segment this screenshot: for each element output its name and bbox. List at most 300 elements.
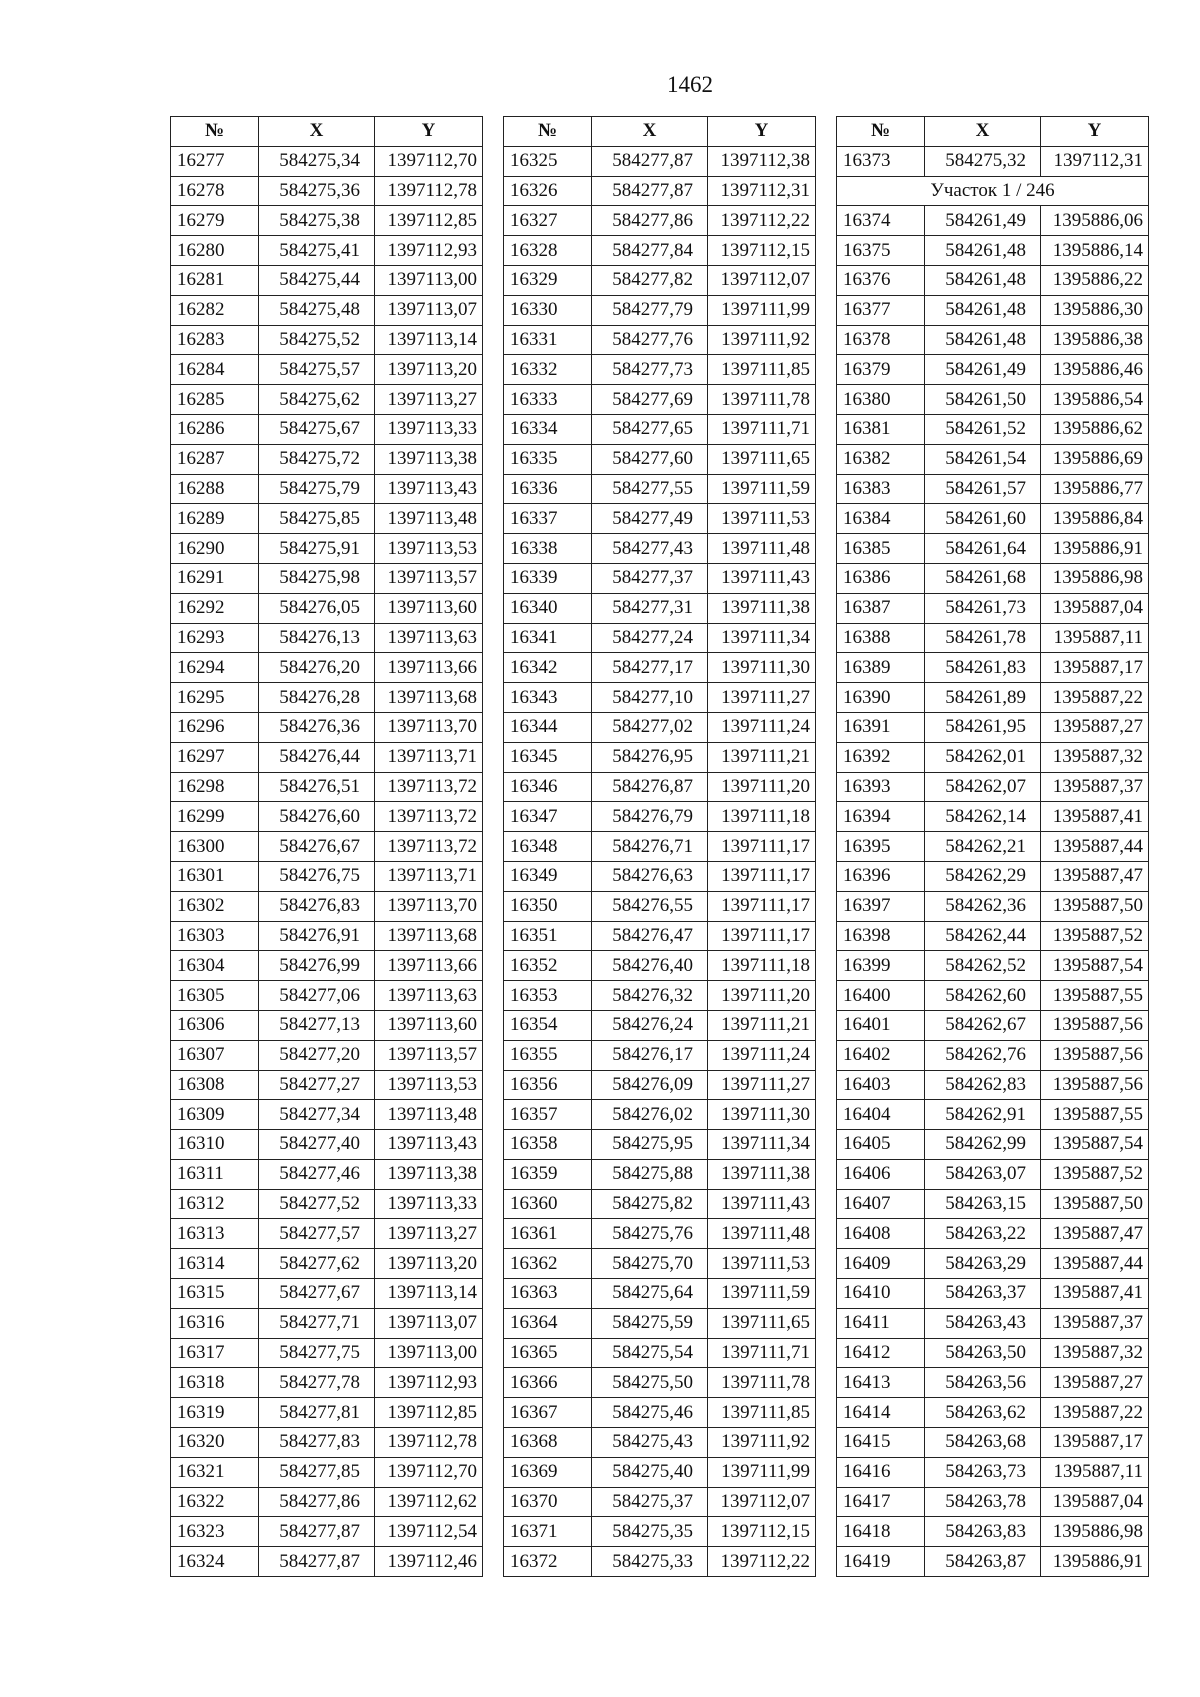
cell-num: 16396 bbox=[837, 861, 925, 891]
cell-y: 1397111,65 bbox=[708, 1308, 816, 1338]
cell-num: 16388 bbox=[837, 623, 925, 653]
table-row bbox=[171, 712, 483, 742]
cell-x: 584262,52 bbox=[925, 951, 1041, 981]
cell-y: 1397111,17 bbox=[708, 891, 816, 921]
cell-y: 1397113,72 bbox=[375, 772, 483, 802]
cell-x: 584261,54 bbox=[925, 444, 1041, 474]
cell-y: 1395886,06 bbox=[1041, 206, 1149, 236]
table-row bbox=[837, 772, 1149, 802]
cell-y: 1397111,85 bbox=[708, 355, 816, 385]
cell-x: 584275,52 bbox=[259, 325, 375, 355]
cell-num: 16401 bbox=[837, 1010, 925, 1040]
table-row bbox=[837, 1368, 1149, 1398]
table-row bbox=[504, 981, 816, 1011]
table-row bbox=[504, 206, 816, 236]
cell-y: 1395886,69 bbox=[1041, 444, 1149, 474]
cell-x: 584261,52 bbox=[925, 414, 1041, 444]
cell-y: 1395887,54 bbox=[1041, 1130, 1149, 1160]
cell-num: 16370 bbox=[504, 1487, 592, 1517]
cell-num: 16368 bbox=[504, 1428, 592, 1458]
cell-num: 16378 bbox=[837, 325, 925, 355]
cell-x: 584277,73 bbox=[592, 355, 708, 385]
table-row bbox=[171, 1219, 483, 1249]
cell-y: 1395887,44 bbox=[1041, 1249, 1149, 1279]
cell-y: 1395887,50 bbox=[1041, 891, 1149, 921]
table-row bbox=[837, 1040, 1149, 1070]
table-row bbox=[171, 1249, 483, 1279]
cell-num: 16410 bbox=[837, 1279, 925, 1309]
cell-x: 584277,82 bbox=[592, 265, 708, 295]
table-row bbox=[504, 1547, 816, 1577]
cell-y: 1397111,43 bbox=[708, 563, 816, 593]
table-row bbox=[837, 653, 1149, 683]
cell-x: 584275,46 bbox=[592, 1398, 708, 1428]
cell-num: 16379 bbox=[837, 355, 925, 385]
table-row bbox=[837, 1100, 1149, 1130]
cell-y: 1397112,38 bbox=[708, 146, 816, 176]
cell-num: 16299 bbox=[171, 802, 259, 832]
cell-y: 1395887,56 bbox=[1041, 1070, 1149, 1100]
cell-y: 1397113,70 bbox=[375, 891, 483, 921]
cell-x: 584277,31 bbox=[592, 593, 708, 623]
cell-y: 1397111,92 bbox=[708, 1428, 816, 1458]
cell-num: 16415 bbox=[837, 1428, 925, 1458]
cell-y: 1397112,15 bbox=[708, 236, 816, 266]
table-row bbox=[171, 1279, 483, 1309]
cell-x: 584275,85 bbox=[259, 504, 375, 534]
cell-num: 16325 bbox=[504, 146, 592, 176]
cell-y: 1397112,46 bbox=[375, 1547, 483, 1577]
table-row bbox=[837, 325, 1149, 355]
table-row bbox=[837, 1189, 1149, 1219]
cell-x: 584276,99 bbox=[259, 951, 375, 981]
table-row bbox=[171, 1308, 483, 1338]
cell-num: 16352 bbox=[504, 951, 592, 981]
table-row bbox=[504, 355, 816, 385]
cell-x: 584277,85 bbox=[259, 1457, 375, 1487]
cell-num: 16308 bbox=[171, 1070, 259, 1100]
cell-x: 584261,49 bbox=[925, 206, 1041, 236]
cell-num: 16295 bbox=[171, 683, 259, 713]
cell-x: 584277,57 bbox=[259, 1219, 375, 1249]
table-row bbox=[171, 1189, 483, 1219]
table-row bbox=[837, 712, 1149, 742]
table-row bbox=[837, 1010, 1149, 1040]
table-row bbox=[504, 921, 816, 951]
table-row bbox=[504, 1040, 816, 1070]
table-row bbox=[171, 802, 483, 832]
cell-y: 1397112,78 bbox=[375, 1428, 483, 1458]
cell-num: 16294 bbox=[171, 653, 259, 683]
cell-y: 1397113,07 bbox=[375, 1308, 483, 1338]
cell-x: 584261,78 bbox=[925, 623, 1041, 653]
cell-x: 584276,40 bbox=[592, 951, 708, 981]
cell-num: 16418 bbox=[837, 1517, 925, 1547]
table-row bbox=[504, 1130, 816, 1160]
table-row bbox=[837, 414, 1149, 444]
cell-y: 1397111,59 bbox=[708, 1279, 816, 1309]
cell-num: 16409 bbox=[837, 1249, 925, 1279]
cell-x: 584277,87 bbox=[592, 146, 708, 176]
cell-y: 1397111,17 bbox=[708, 832, 816, 862]
cell-num: 16305 bbox=[171, 981, 259, 1011]
table-row bbox=[504, 1308, 816, 1338]
cell-y: 1397111,20 bbox=[708, 772, 816, 802]
cell-num: 16412 bbox=[837, 1338, 925, 1368]
cell-num: 16313 bbox=[171, 1219, 259, 1249]
table-row bbox=[504, 683, 816, 713]
cell-num: 16284 bbox=[171, 355, 259, 385]
cell-y: 1397112,62 bbox=[375, 1487, 483, 1517]
table-row bbox=[171, 1487, 483, 1517]
cell-num: 16326 bbox=[504, 176, 592, 206]
cell-x: 584277,79 bbox=[592, 295, 708, 325]
cell-num: 16300 bbox=[171, 832, 259, 862]
cell-num: 16344 bbox=[504, 712, 592, 742]
cell-num: 16324 bbox=[171, 1547, 259, 1577]
cell-y: 1397112,70 bbox=[375, 146, 483, 176]
cell-num: 16387 bbox=[837, 593, 925, 623]
cell-num: 16316 bbox=[171, 1308, 259, 1338]
cell-num: 16289 bbox=[171, 504, 259, 534]
cell-num: 16323 bbox=[171, 1517, 259, 1547]
cell-x: 584262,67 bbox=[925, 1010, 1041, 1040]
cell-y: 1397111,38 bbox=[708, 593, 816, 623]
table-row bbox=[504, 265, 816, 295]
table-row bbox=[837, 265, 1149, 295]
table-row bbox=[837, 1517, 1149, 1547]
cell-y: 1397111,48 bbox=[708, 534, 816, 564]
cell-num: 16361 bbox=[504, 1219, 592, 1249]
cell-x: 584276,63 bbox=[592, 861, 708, 891]
cell-y: 1397113,60 bbox=[375, 593, 483, 623]
cell-x: 584275,48 bbox=[259, 295, 375, 325]
cell-y: 1395887,37 bbox=[1041, 772, 1149, 802]
cell-x: 584276,09 bbox=[592, 1070, 708, 1100]
cell-num: 16335 bbox=[504, 444, 592, 474]
cell-num: 16279 bbox=[171, 206, 259, 236]
cell-num: 16303 bbox=[171, 921, 259, 951]
cell-y: 1397111,43 bbox=[708, 1189, 816, 1219]
cell-num: 16282 bbox=[171, 295, 259, 325]
cell-y: 1395887,54 bbox=[1041, 951, 1149, 981]
cell-y: 1397113,48 bbox=[375, 1100, 483, 1130]
cell-y: 1397111,99 bbox=[708, 295, 816, 325]
table-row bbox=[504, 772, 816, 802]
cell-x: 584275,43 bbox=[592, 1428, 708, 1458]
cell-num: 16342 bbox=[504, 653, 592, 683]
cell-num: 16398 bbox=[837, 921, 925, 951]
table-row bbox=[837, 504, 1149, 534]
cell-y: 1397111,21 bbox=[708, 1010, 816, 1040]
cell-x: 584277,83 bbox=[259, 1428, 375, 1458]
cell-x: 584275,82 bbox=[592, 1189, 708, 1219]
column-header-num: № bbox=[837, 117, 925, 147]
cell-x: 584262,91 bbox=[925, 1100, 1041, 1130]
cell-num: 16356 bbox=[504, 1070, 592, 1100]
table-row bbox=[504, 1010, 816, 1040]
cell-x: 584261,48 bbox=[925, 236, 1041, 266]
table-row bbox=[837, 683, 1149, 713]
cell-x: 584277,40 bbox=[259, 1130, 375, 1160]
cell-num: 16385 bbox=[837, 534, 925, 564]
cell-num: 16293 bbox=[171, 623, 259, 653]
table-row bbox=[837, 1457, 1149, 1487]
cell-x: 584275,79 bbox=[259, 474, 375, 504]
table-row bbox=[504, 653, 816, 683]
table-row bbox=[171, 444, 483, 474]
cell-num: 16301 bbox=[171, 861, 259, 891]
cell-x: 584276,36 bbox=[259, 712, 375, 742]
cell-x: 584276,55 bbox=[592, 891, 708, 921]
page-number: 1462 bbox=[667, 72, 713, 97]
table-row bbox=[504, 563, 816, 593]
cell-x: 584276,02 bbox=[592, 1100, 708, 1130]
table-row bbox=[171, 1547, 483, 1577]
table-row bbox=[171, 385, 483, 415]
table-row bbox=[504, 1338, 816, 1368]
table-row bbox=[504, 325, 816, 355]
cell-x: 584263,43 bbox=[925, 1308, 1041, 1338]
cell-y: 1397113,63 bbox=[375, 981, 483, 1011]
cell-x: 584277,10 bbox=[592, 683, 708, 713]
table-row bbox=[504, 1100, 816, 1130]
cell-x: 584275,54 bbox=[592, 1338, 708, 1368]
cell-y: 1397113,63 bbox=[375, 623, 483, 653]
cell-x: 584277,78 bbox=[259, 1368, 375, 1398]
cell-x: 584261,48 bbox=[925, 265, 1041, 295]
cell-x: 584276,75 bbox=[259, 861, 375, 891]
cell-x: 584277,75 bbox=[259, 1338, 375, 1368]
table-row bbox=[837, 1159, 1149, 1189]
cell-num: 16327 bbox=[504, 206, 592, 236]
table-row bbox=[837, 206, 1149, 236]
cell-y: 1397112,93 bbox=[375, 236, 483, 266]
cell-y: 1397113,53 bbox=[375, 534, 483, 564]
cell-x: 584276,47 bbox=[592, 921, 708, 951]
table-row bbox=[171, 414, 483, 444]
cell-y: 1397112,85 bbox=[375, 206, 483, 236]
cell-x: 584263,68 bbox=[925, 1428, 1041, 1458]
cell-num: 16288 bbox=[171, 474, 259, 504]
cell-num: 16312 bbox=[171, 1189, 259, 1219]
cell-y: 1397111,65 bbox=[708, 444, 816, 474]
cell-x: 584275,76 bbox=[592, 1219, 708, 1249]
cell-x: 584277,24 bbox=[592, 623, 708, 653]
cell-y: 1397111,99 bbox=[708, 1457, 816, 1487]
cell-x: 584276,71 bbox=[592, 832, 708, 862]
cell-num: 16319 bbox=[171, 1398, 259, 1428]
cell-y: 1395887,44 bbox=[1041, 832, 1149, 862]
cell-num: 16358 bbox=[504, 1130, 592, 1160]
table-row bbox=[504, 802, 816, 832]
cell-x: 584262,21 bbox=[925, 832, 1041, 862]
cell-y: 1395887,22 bbox=[1041, 1398, 1149, 1428]
cell-num: 16278 bbox=[171, 176, 259, 206]
table-row bbox=[171, 1338, 483, 1368]
table-row bbox=[171, 623, 483, 653]
cell-num: 16395 bbox=[837, 832, 925, 862]
cell-num: 16369 bbox=[504, 1457, 592, 1487]
cell-x: 584263,83 bbox=[925, 1517, 1041, 1547]
table-row bbox=[837, 474, 1149, 504]
cell-x: 584263,37 bbox=[925, 1279, 1041, 1309]
cell-y: 1397111,71 bbox=[708, 1338, 816, 1368]
cell-y: 1395886,30 bbox=[1041, 295, 1149, 325]
cell-y: 1397112,07 bbox=[708, 1487, 816, 1517]
table-row bbox=[171, 176, 483, 206]
cell-num: 16402 bbox=[837, 1040, 925, 1070]
cell-y: 1397112,31 bbox=[1041, 146, 1149, 176]
cell-num: 16350 bbox=[504, 891, 592, 921]
table-row bbox=[504, 1368, 816, 1398]
cell-x: 584276,05 bbox=[259, 593, 375, 623]
cell-y: 1397113,33 bbox=[375, 1189, 483, 1219]
table-row bbox=[837, 1279, 1149, 1309]
cell-y: 1397113,57 bbox=[375, 563, 483, 593]
table-row bbox=[504, 146, 816, 176]
cell-y: 1395886,91 bbox=[1041, 534, 1149, 564]
cell-x: 584275,98 bbox=[259, 563, 375, 593]
table-row bbox=[504, 891, 816, 921]
section-row bbox=[837, 176, 1149, 206]
cell-num: 16317 bbox=[171, 1338, 259, 1368]
cell-num: 16310 bbox=[171, 1130, 259, 1160]
cell-num: 16400 bbox=[837, 981, 925, 1011]
table-row bbox=[504, 593, 816, 623]
cell-y: 1395886,77 bbox=[1041, 474, 1149, 504]
cell-x: 584276,13 bbox=[259, 623, 375, 653]
cell-num: 16414 bbox=[837, 1398, 925, 1428]
cell-y: 1397111,85 bbox=[708, 1398, 816, 1428]
cell-y: 1395887,56 bbox=[1041, 1010, 1149, 1040]
cell-num: 16394 bbox=[837, 802, 925, 832]
cell-num: 16318 bbox=[171, 1368, 259, 1398]
cell-y: 1397113,00 bbox=[375, 265, 483, 295]
table-row bbox=[171, 742, 483, 772]
table-row bbox=[171, 295, 483, 325]
cell-y: 1395887,11 bbox=[1041, 1457, 1149, 1487]
cell-num: 16322 bbox=[171, 1487, 259, 1517]
table-row bbox=[171, 1159, 483, 1189]
cell-x: 584277,86 bbox=[259, 1487, 375, 1517]
cell-num: 16377 bbox=[837, 295, 925, 325]
cell-x: 584275,95 bbox=[592, 1130, 708, 1160]
cell-num: 16277 bbox=[171, 146, 259, 176]
cell-y: 1395887,11 bbox=[1041, 623, 1149, 653]
cell-y: 1395887,17 bbox=[1041, 653, 1149, 683]
cell-num: 16345 bbox=[504, 742, 592, 772]
cell-num: 16405 bbox=[837, 1130, 925, 1160]
cell-x: 584275,40 bbox=[592, 1457, 708, 1487]
cell-num: 16351 bbox=[504, 921, 592, 951]
section-label: Участок 1 / 246 bbox=[837, 176, 1149, 206]
column-header-num: № bbox=[171, 117, 259, 147]
table-row bbox=[504, 832, 816, 862]
cell-num: 16376 bbox=[837, 265, 925, 295]
cell-x: 584277,87 bbox=[259, 1547, 375, 1577]
cell-y: 1397112,93 bbox=[375, 1368, 483, 1398]
cell-num: 16290 bbox=[171, 534, 259, 564]
cell-y: 1395887,32 bbox=[1041, 742, 1149, 772]
cell-x: 584262,14 bbox=[925, 802, 1041, 832]
table-row bbox=[171, 563, 483, 593]
cell-num: 16321 bbox=[171, 1457, 259, 1487]
cell-x: 584275,59 bbox=[592, 1308, 708, 1338]
cell-x: 584263,22 bbox=[925, 1219, 1041, 1249]
cell-y: 1397111,17 bbox=[708, 921, 816, 951]
cell-y: 1395886,14 bbox=[1041, 236, 1149, 266]
cell-y: 1397113,33 bbox=[375, 414, 483, 444]
table-row bbox=[837, 1428, 1149, 1458]
cell-y: 1397112,15 bbox=[708, 1517, 816, 1547]
cell-num: 16306 bbox=[171, 1010, 259, 1040]
cell-y: 1397112,31 bbox=[708, 176, 816, 206]
table-row bbox=[504, 1249, 816, 1279]
cell-y: 1397113,20 bbox=[375, 355, 483, 385]
cell-x: 584276,20 bbox=[259, 653, 375, 683]
cell-x: 584277,43 bbox=[592, 534, 708, 564]
cell-y: 1397113,14 bbox=[375, 1279, 483, 1309]
cell-y: 1395887,27 bbox=[1041, 712, 1149, 742]
cell-y: 1397111,24 bbox=[708, 1040, 816, 1070]
cell-y: 1395887,52 bbox=[1041, 1159, 1149, 1189]
cell-x: 584275,34 bbox=[259, 146, 375, 176]
cell-y: 1395887,37 bbox=[1041, 1308, 1149, 1338]
cell-y: 1397111,59 bbox=[708, 474, 816, 504]
cell-y: 1395887,52 bbox=[1041, 921, 1149, 951]
cell-x: 584275,64 bbox=[592, 1279, 708, 1309]
cell-num: 16374 bbox=[837, 206, 925, 236]
cell-num: 16363 bbox=[504, 1279, 592, 1309]
cell-y: 1395887,47 bbox=[1041, 1219, 1149, 1249]
column-header-x: X bbox=[259, 117, 375, 147]
cell-x: 584261,49 bbox=[925, 355, 1041, 385]
cell-x: 584275,38 bbox=[259, 206, 375, 236]
cell-x: 584275,36 bbox=[259, 176, 375, 206]
table-row bbox=[837, 1547, 1149, 1577]
cell-y: 1397111,27 bbox=[708, 1070, 816, 1100]
cell-x: 584277,49 bbox=[592, 504, 708, 534]
cell-x: 584261,68 bbox=[925, 563, 1041, 593]
cell-x: 584277,20 bbox=[259, 1040, 375, 1070]
cell-y: 1397111,34 bbox=[708, 623, 816, 653]
table-row bbox=[171, 236, 483, 266]
cell-y: 1397111,18 bbox=[708, 802, 816, 832]
cell-x: 584275,88 bbox=[592, 1159, 708, 1189]
cell-num: 16390 bbox=[837, 683, 925, 713]
table-row bbox=[171, 653, 483, 683]
cell-x: 584262,01 bbox=[925, 742, 1041, 772]
cell-x: 584262,76 bbox=[925, 1040, 1041, 1070]
cell-y: 1397111,48 bbox=[708, 1219, 816, 1249]
cell-x: 584277,87 bbox=[592, 176, 708, 206]
cell-y: 1395887,04 bbox=[1041, 593, 1149, 623]
cell-num: 16353 bbox=[504, 981, 592, 1011]
cell-x: 584276,32 bbox=[592, 981, 708, 1011]
cell-y: 1397113,57 bbox=[375, 1040, 483, 1070]
table-row bbox=[171, 891, 483, 921]
cell-y: 1397113,14 bbox=[375, 325, 483, 355]
cell-y: 1395887,56 bbox=[1041, 1040, 1149, 1070]
cell-y: 1397112,22 bbox=[708, 206, 816, 236]
cell-num: 16280 bbox=[171, 236, 259, 266]
table-row bbox=[504, 742, 816, 772]
cell-num: 16341 bbox=[504, 623, 592, 653]
cell-x: 584275,37 bbox=[592, 1487, 708, 1517]
table-row bbox=[504, 534, 816, 564]
table-row bbox=[171, 683, 483, 713]
